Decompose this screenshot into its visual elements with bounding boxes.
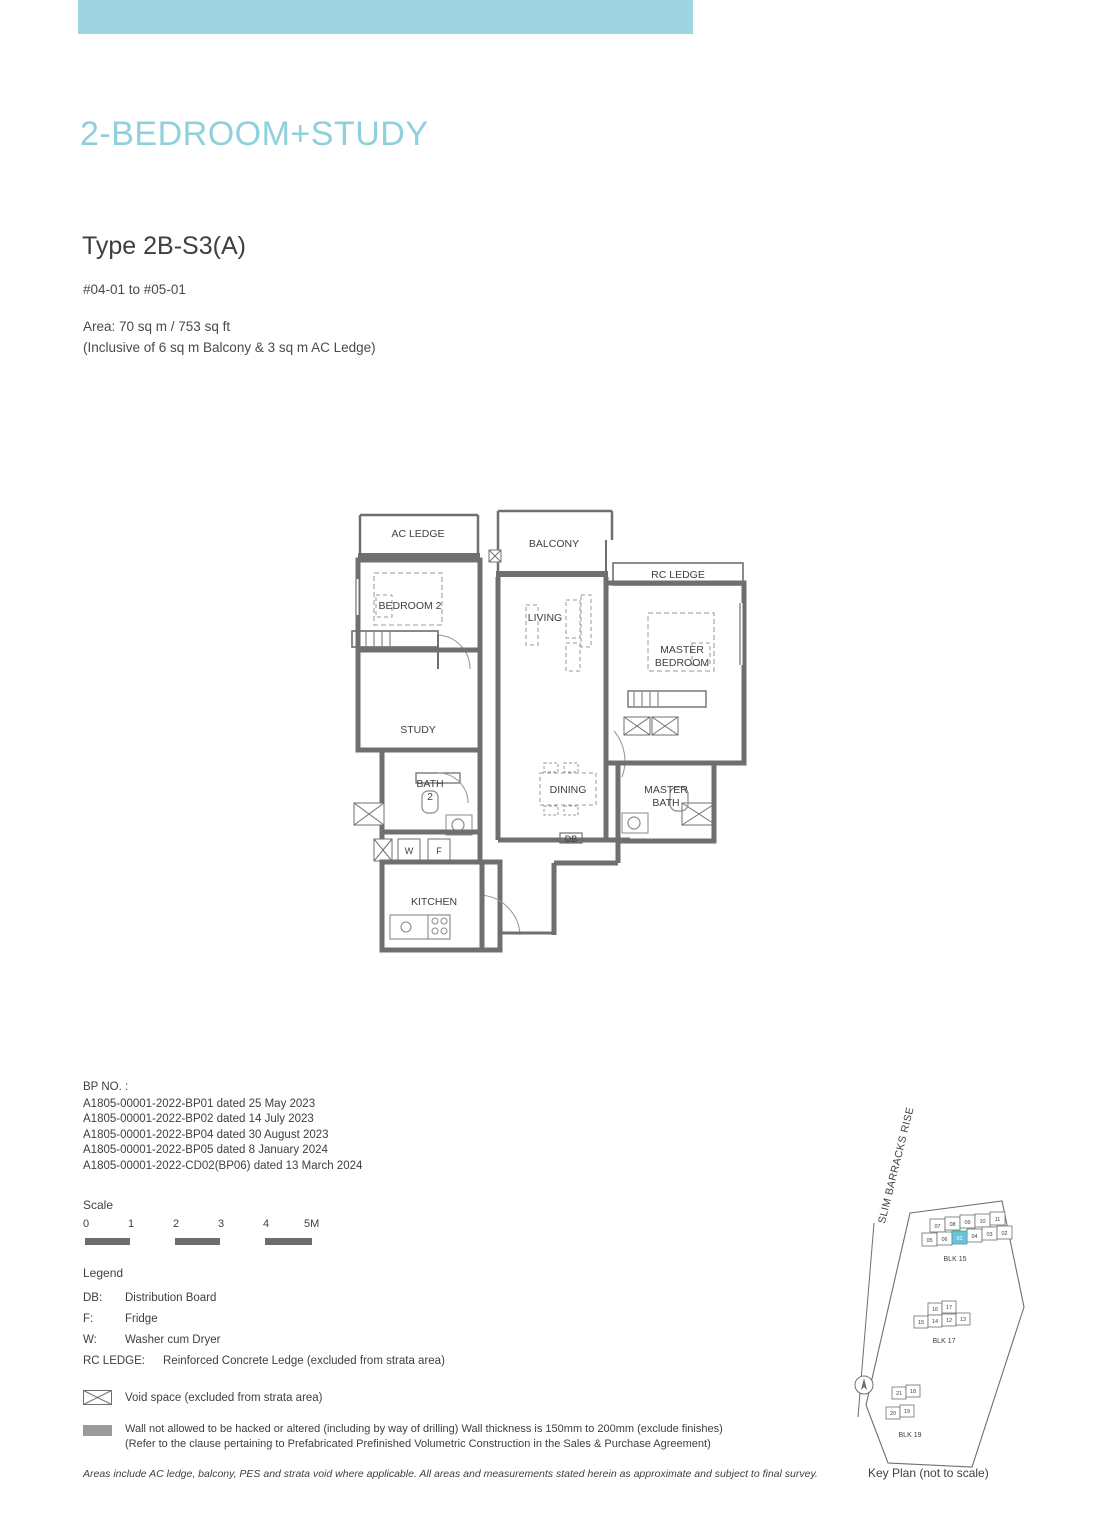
scale-tick: 0	[83, 1218, 90, 1230]
floor-plan-drawing	[330, 495, 780, 975]
blk-19-label: BLK 19	[898, 1432, 922, 1439]
svg-text:19: 19	[903, 1409, 911, 1415]
svg-text:12: 12	[945, 1318, 953, 1324]
scale-tick: 2	[173, 1218, 180, 1230]
top-color-band	[78, 0, 693, 34]
bp-line: A1805-00001-2022-BP04 dated 30 August 2023	[83, 1128, 329, 1141]
room-label-master-bath-2: BATH	[652, 797, 680, 809]
legend-item-fridge	[83, 1309, 703, 1330]
area-value: Area: 70 sq m / 753 sq ft	[83, 319, 231, 334]
legend-item-washer	[83, 1330, 703, 1351]
room-label-ac-ledge: AC LEDGE	[391, 528, 445, 540]
bp-line: A1805-00001-2022-BP01 dated 25 May 2023	[83, 1097, 316, 1110]
svg-text:10: 10	[979, 1219, 986, 1225]
no-hack-text-line1: Wall not allowed to be hacked or altered (including by way of drilling) Wall thickness is 150mm to 200mm (exclude finishes)	[125, 1423, 723, 1435]
legend-value: Distribution Board	[125, 1292, 217, 1304]
svg-text:06: 06	[941, 1237, 948, 1243]
room-label-living: LIVING	[527, 612, 563, 624]
room-label-db: DB	[564, 834, 578, 844]
legend-item-db	[83, 1288, 703, 1309]
bp-line: A1805-00001-2022-BP05 dated 8 January 2024	[83, 1144, 328, 1156]
room-label-master-bath-1: MASTER	[644, 784, 688, 796]
room-label-bath-2-2: 2	[427, 791, 433, 803]
legend-key: RC LEDGE:	[83, 1355, 145, 1367]
key-plan-caption: Key Plan (not to scale)	[868, 1466, 989, 1480]
scale-tick-labels	[83, 1218, 333, 1234]
room-label-rc-ledge: RC LEDGE	[651, 569, 705, 581]
street-name-label: SLIM BARRACKS RISE	[876, 1105, 917, 1225]
scale-tick: 1	[128, 1218, 135, 1230]
svg-text:21: 21	[895, 1391, 903, 1397]
svg-text:11: 11	[994, 1217, 1001, 1223]
svg-text:20: 20	[889, 1411, 897, 1417]
svg-text:09: 09	[964, 1220, 971, 1226]
svg-text:05: 05	[926, 1238, 933, 1244]
scale-bar	[85, 1238, 312, 1245]
north-arrow-icon	[855, 1376, 873, 1394]
svg-text:02: 02	[1001, 1231, 1008, 1237]
room-label-study: STUDY	[400, 724, 436, 736]
no-hack-text-line2: (Refer to the clause pertaining to Prefabricated Prefinished Volumetric Construction in the Sales & Purchase Agreement)	[125, 1438, 711, 1450]
appliance-label-washer: W	[404, 846, 414, 856]
scale-label: Scale	[83, 1198, 114, 1212]
svg-text:18: 18	[909, 1389, 917, 1395]
blk-17-label: BLK 17	[932, 1338, 956, 1345]
svg-text:07: 07	[934, 1224, 941, 1230]
room-label-bath-2-1: BATH	[416, 778, 444, 790]
legend-title: Legend	[83, 1266, 124, 1280]
blk-15-label: BLK 15	[943, 1256, 967, 1263]
void-space-text: Void space (excluded from strata area)	[125, 1392, 323, 1404]
legend-key: DB:	[83, 1292, 103, 1304]
scale-tick: 5M	[304, 1218, 320, 1230]
key-plan	[852, 1195, 1032, 1475]
unit-range-label: #04-01 to #05-01	[83, 282, 186, 297]
legend-value: Reinforced Concrete Ledge (excluded from strata area)	[163, 1355, 445, 1367]
legend-void-space	[83, 1388, 703, 1410]
legend-key: W:	[83, 1334, 97, 1346]
legend-value: Fridge	[125, 1313, 158, 1325]
bp-line: A1805-00001-2022-CD02(BP06) dated 13 March 2024	[83, 1159, 363, 1172]
void-space-icon	[83, 1390, 112, 1405]
area-note: (Inclusive of 6 sq m Balcony & 3 sq m AC Ledge)	[83, 340, 376, 355]
bp-title: BP NO. :	[83, 1081, 129, 1093]
bp-number-block	[83, 1080, 362, 1174]
svg-text:17: 17	[945, 1305, 953, 1311]
scale-tick: 3	[218, 1218, 225, 1230]
room-label-master-bedroom-1: MASTER	[660, 644, 704, 656]
svg-text:08: 08	[949, 1222, 956, 1228]
svg-text:16: 16	[931, 1307, 939, 1313]
room-label-kitchen: KITCHEN	[410, 896, 458, 908]
room-label-balcony: BALCONY	[528, 538, 580, 550]
legend-value: Washer cum Dryer	[125, 1334, 221, 1346]
legend-item-rc-ledge	[83, 1351, 703, 1372]
svg-text:03: 03	[986, 1232, 993, 1238]
room-label-master-bedroom-2: BEDROOM	[654, 657, 710, 669]
appliance-label-fridge: F	[436, 846, 442, 856]
svg-text:13: 13	[959, 1317, 967, 1323]
room-label-dining: DINING	[549, 784, 587, 796]
unit-type-title: Type 2B-S3(A)	[82, 232, 246, 260]
bp-line: A1805-00001-2022-BP02 dated 14 July 2023	[83, 1113, 314, 1125]
wall-swatch-icon	[83, 1425, 112, 1436]
room-label-bedroom-2: BEDROOM 2	[378, 600, 442, 612]
footnote-text: Areas include AC ledge, balcony, PES and strata void where applicable. All areas and measurements stated herein as approximate and subject to final survey.	[83, 1468, 818, 1480]
legend-key: F:	[83, 1313, 94, 1325]
svg-text:14: 14	[931, 1319, 939, 1325]
scale-tick: 4	[263, 1218, 270, 1230]
legend-list	[83, 1288, 703, 1372]
svg-text:04: 04	[971, 1234, 978, 1240]
svg-text:01: 01	[956, 1236, 963, 1242]
page-title: 2-BEDROOM+STUDY	[80, 115, 429, 153]
area-info	[83, 316, 376, 358]
svg-text:15: 15	[917, 1320, 925, 1326]
